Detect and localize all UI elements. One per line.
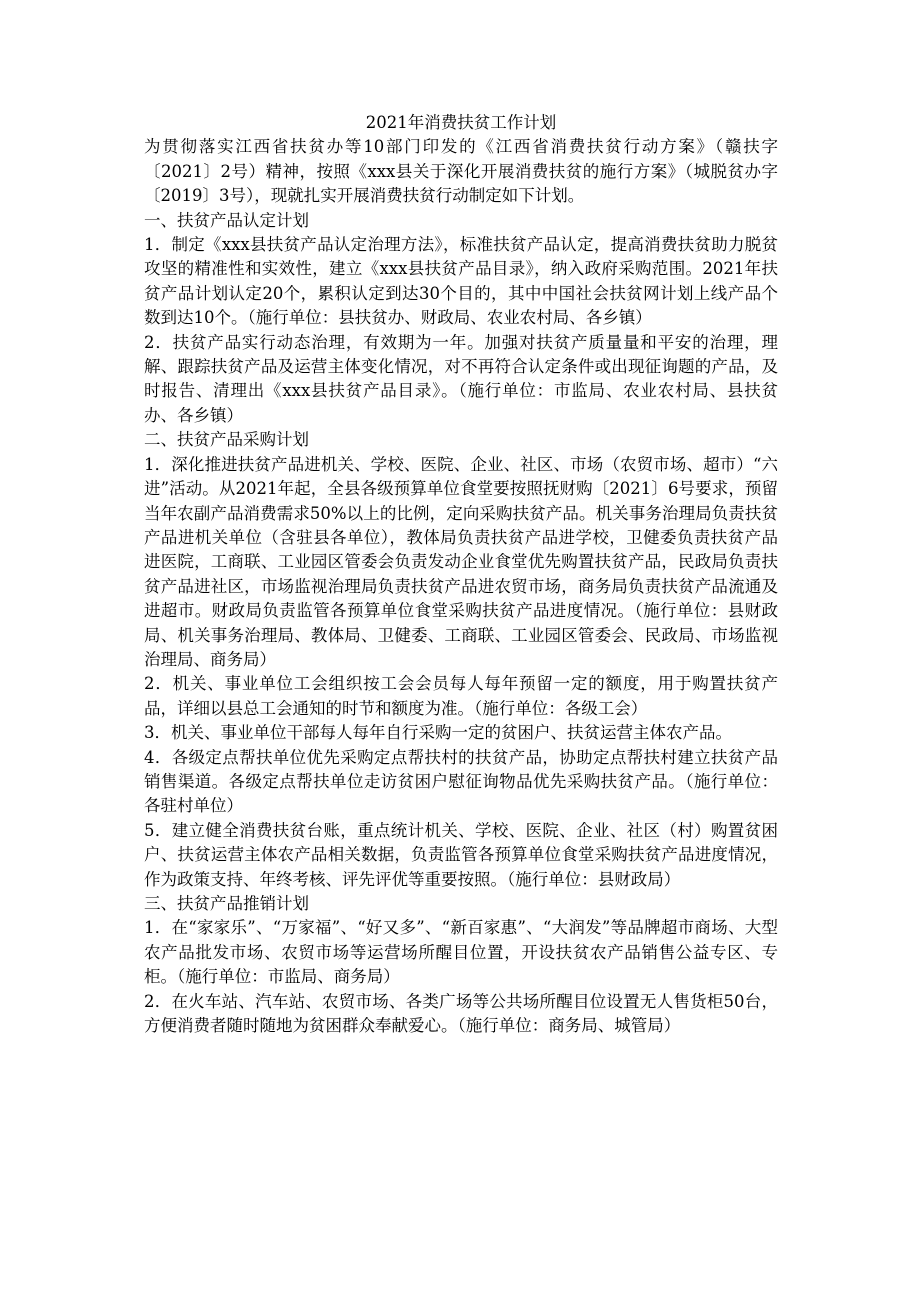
- section-2-item-3: 3．机关、事业单位干部每人每年自行采购一定的贫困户、扶贫运营主体农产品。: [144, 723, 732, 743]
- section-3-item-1: 1．在“家家乐”、“万家福”、“好又多”、“新百家惠”、“大润发”等品牌超市商场、大型农产品批发市场、农贸市场等运营场所醒目位置，开设扶贫农产品销售公益专区、专柜。（施行单位：市监局、商务局）: [144, 918, 778, 987]
- section-2-item-2: 2．机关、事业单位工会组织按工会会员每人每年预留一定的额度，用于购置扶贫产品，详细以县总工会通知的时节和额度为准。（施行单位：各级工会）: [144, 674, 778, 718]
- section-heading-2: 二、扶贫产品采购计划: [144, 430, 309, 450]
- section-2-item-1: 1．深化推进扶贫产品进机关、学校、医院、企业、社区、市场（农贸市场、超市）“六进”活动。从2021年起，全县各级预算单位食堂要按照抚财购〔2021〕6号要求，预留当年农副产品消费需求50%以上的比例，定向采购扶贫产品。机关事务治理局负责扶贫产品进机关单位（含驻县各单位），教体局负责扶贫产品进学校，卫健委负责扶贫产品进医院，工商联、工业园区管委会负责发动企业食堂优先购置扶贫产品，民政局负责扶贫产品进社区，市场监视治理局负责扶贫产品进农贸市场，商务局负责扶贫产品流通及进超市。财政局负责监管各预算单位食堂采购扶贫产品进度情况。（施行单位：县财政局、机关事务治理局、教体局、卫健委、工商联、工业园区管委会、民政局、市场监视治理局、商务局）: [144, 454, 778, 669]
- section-1-item-2: 2．扶贫产品实行动态治理，有效期为一年。加强对扶贫产质量量和平安的治理，理解、跟踪扶贫产品及运营主体变化情况，对不再符合认定条件或出现征询题的产品，及时报告、清理出《xxx县扶贫产品目录》。（施行单位：市监局、农业农村局、县扶贫办、各乡镇）: [144, 332, 778, 425]
- section-heading-1: 一、扶贫产品认定计划: [144, 210, 309, 230]
- section-1-item-1: 1．制定《xxx县扶贫产品认定治理方法》，标准扶贫产品认定，提高消费扶贫助力脱贫攻坚的精准性和实效性，建立《xxx县扶贫产品目录》，纳入政府采购范围。2021年扶贫产品计划认定20个，累积认定到达30个目的，其中中国社会扶贫网计划上线产品个数到达10个。（施行单位：县扶贫办、财政局、农业农村局、各乡镇）: [144, 235, 778, 328]
- section-3-item-2: 2．在火车站、汽车站、农贸市场、各类广场等公共场所醒目位设置无人售货柜50台，方便消费者随时随地为贫困群众奉献爱心。（施行单位：商务局、城管局）: [144, 991, 778, 1036]
- intro-paragraph: 为贯彻落实江西省扶贫办等10部门印发的《江西省消费扶贫行动方案》（赣扶字〔2021〕2号）精神，按照《xxx县关于深化开展消费扶贫的施行方案》（城脱贫办字〔2019〕3号），现就扎实开展消费扶贫行动制定如下计划。: [144, 137, 778, 206]
- document-title: 2021年消费扶贫工作计划: [365, 113, 557, 132]
- section-2-item-4: 4．各级定点帮扶单位优先采购定点帮扶村的扶贫产品，协助定点帮扶村建立扶贫产品销售渠道。各级定点帮扶单位走访贫困户慰征询物品优先采购扶贫产品。（施行单位：各驻村单位）: [144, 747, 778, 816]
- section-2-item-5: 5．建立健全消费扶贫台账，重点统计机关、学校、医院、企业、社区（村）购置贫困户、扶贫运营主体农产品相关数据，负责监管各预算单位食堂采购扶贫产品进度情况，作为政策支持、年终考核、评先评优等重要按照。（施行单位：县财政局）: [144, 820, 778, 889]
- document-page: [144, 111, 778, 1038]
- section-heading-3: 三、扶贫产品推销计划: [144, 894, 309, 913]
